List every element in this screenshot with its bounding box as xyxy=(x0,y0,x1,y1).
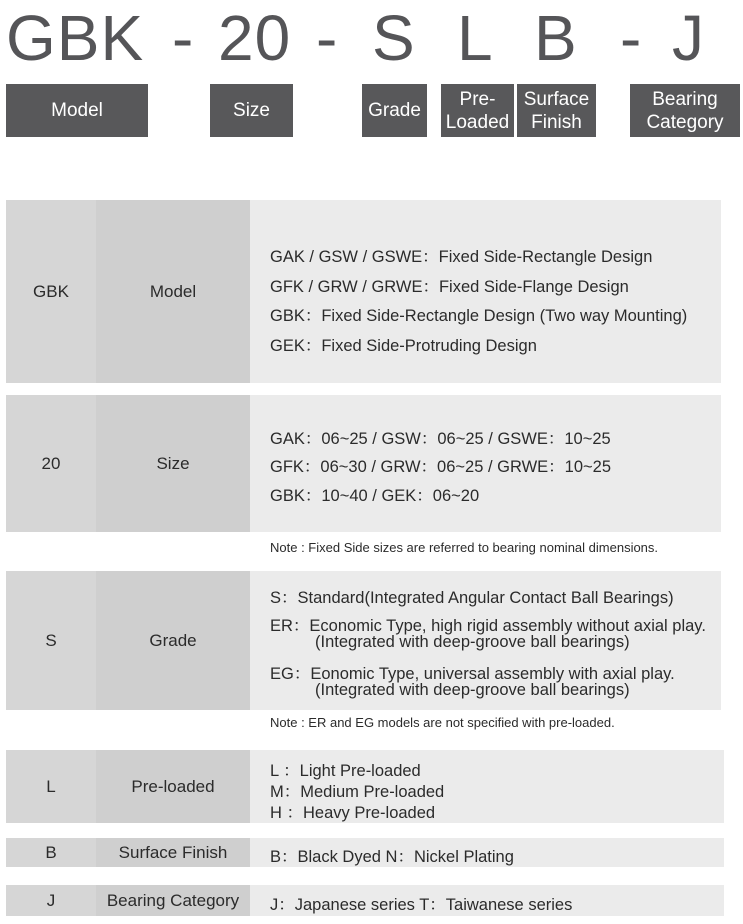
description-line: GBK：Fixed Side-Rectangle Design (Two way Mounting) xyxy=(270,307,688,325)
header-label: Size xyxy=(233,100,270,121)
header-label: Model xyxy=(51,100,103,121)
size-note: Note : Fixed Side sizes are referred to bearing nominal dimensions. xyxy=(270,540,659,555)
part-dash: - xyxy=(316,2,339,74)
header-label: Grade xyxy=(368,100,421,121)
description-line: (Integrated with deep-groove ball bearings) xyxy=(315,681,630,699)
description-line: GAK：06~25 / GSW：06~25 / GSWE：10~25 xyxy=(270,430,611,448)
row-description xyxy=(250,571,721,710)
row-name: Grade xyxy=(96,571,250,710)
row-description xyxy=(250,885,724,916)
row-description xyxy=(250,838,724,867)
header-box-preloaded xyxy=(441,84,514,137)
header-box-grade xyxy=(362,84,427,137)
header-label: Surface xyxy=(523,88,590,110)
row-name: Surface Finish xyxy=(96,838,250,867)
description-line: (Integrated with deep-groove ball bearings) xyxy=(315,633,630,651)
description-line: EG：Eonomic Type, universal assembly with axial play. xyxy=(270,665,675,683)
row-name: Bearing Category xyxy=(96,885,250,916)
header-label: Pre- xyxy=(459,88,496,110)
row-code: J xyxy=(6,885,96,916)
part-preload: L xyxy=(457,2,494,74)
description-line: GFK：06~30 / GRW：06~25 / GRWE：10~25 xyxy=(270,458,612,476)
row-description xyxy=(250,395,721,532)
row-name: Pre-loaded xyxy=(96,750,250,823)
grade-note: Note : ER and EG models are not specified with pre-loaded. xyxy=(270,715,615,730)
part-category: J xyxy=(672,2,705,74)
part-grade: S xyxy=(372,2,416,74)
description-line: GBK：10~40 / GEK：06~20 xyxy=(270,487,480,505)
header-box-model xyxy=(6,84,148,137)
row-description xyxy=(250,200,721,383)
header-label: Finish xyxy=(531,111,582,133)
description-line: B：Black Dyed N：Nickel Plating xyxy=(270,848,514,866)
row-code: GBK xyxy=(6,200,96,383)
part-model: GBK xyxy=(6,2,145,74)
description-line: GEK：Fixed Side-Protruding Design xyxy=(270,337,537,355)
description-line: J：Japanese series T：Taiwanese series xyxy=(270,896,573,914)
row-name: Model xyxy=(96,200,250,383)
description-line: H ：Heavy Pre-loaded xyxy=(270,804,436,822)
header-box-bearing-category xyxy=(630,84,740,137)
header-box-surface-finish xyxy=(517,84,596,137)
header-label: Bearing xyxy=(652,88,718,110)
header-label: Category xyxy=(646,111,724,133)
description-line: GFK / GRW / GRWE：Fixed Side-Flange Design xyxy=(270,278,629,296)
header-label: Loaded xyxy=(445,111,510,133)
header-box-size xyxy=(210,84,293,137)
row-code: L xyxy=(6,750,96,823)
row-code: S xyxy=(6,571,96,710)
description-line: M：Medium Pre-loaded xyxy=(270,783,445,801)
part-size: 20 xyxy=(218,2,292,74)
part-dash: - xyxy=(620,2,643,74)
description-line: GAK / GSW / GSWE：Fixed Side-Rectangle Design xyxy=(270,248,653,266)
description-line: S：Standard(Integrated Angular Contact Ball Bearings) xyxy=(270,589,674,607)
description-line: L ：Light Pre-loaded xyxy=(270,762,421,780)
row-name: Size xyxy=(96,395,250,532)
part-surface: B xyxy=(534,2,578,74)
row-code: B xyxy=(6,838,96,867)
row-code: 20 xyxy=(6,395,96,532)
row-description xyxy=(250,750,724,823)
part-dash: - xyxy=(172,2,195,74)
description-line: ER：Economic Type, high rigid assembly without axial play. xyxy=(270,617,706,635)
